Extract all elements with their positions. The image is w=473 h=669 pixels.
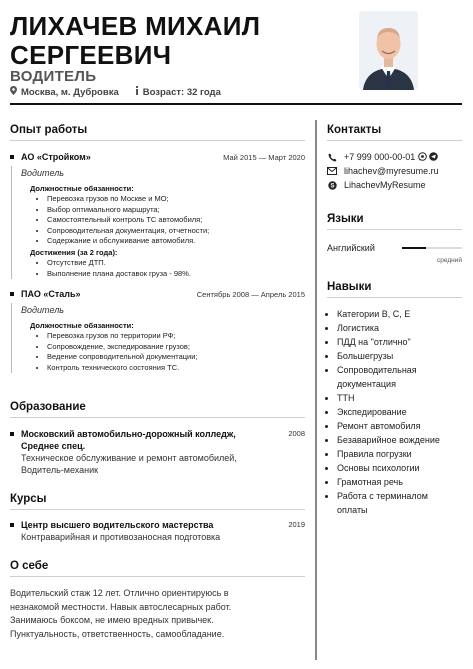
email-icon bbox=[327, 167, 337, 175]
age-text: Возраст: 32 года bbox=[142, 86, 221, 98]
skill-item: • Основы психологии bbox=[337, 461, 462, 475]
whatsapp-icon[interactable] bbox=[418, 152, 427, 163]
duty-item: • Самостоятельный контроль ТС автомобиля; bbox=[47, 215, 305, 226]
duties-label: Должностные обязанности: bbox=[30, 321, 134, 330]
skill-item: документация bbox=[337, 379, 396, 389]
achievement-item: • Выполнение плана доставок груза - 98%. bbox=[47, 269, 305, 280]
course-name: Центр высшего водительского мастерства bbox=[21, 520, 214, 530]
company-name: АО «Стройком» bbox=[10, 152, 91, 162]
course-bullet bbox=[10, 523, 14, 527]
column-divider bbox=[315, 120, 317, 660]
header-divider bbox=[10, 103, 462, 105]
course-year: 2019 bbox=[288, 520, 305, 529]
skill-item: оплаты bbox=[337, 505, 368, 515]
skill-item: • ТТН bbox=[337, 391, 462, 405]
location-pin-icon bbox=[10, 86, 17, 98]
achievements-list bbox=[21, 258, 305, 279]
personal-meta bbox=[10, 86, 221, 98]
duty-item: • Выбор оптимального маршрута; bbox=[47, 205, 305, 216]
course-description: Контраварийная и противозаносная подготовка bbox=[21, 532, 221, 542]
duties-list bbox=[21, 194, 305, 247]
language-item bbox=[327, 243, 462, 264]
about-line: Водительский стаж 12 лет. Отлично ориентируюсь в bbox=[10, 588, 229, 598]
name-line-1: ЛИХАЧЕВ МИХАИЛ bbox=[10, 11, 261, 41]
skills-title: Навыки bbox=[327, 281, 372, 293]
phone-icon bbox=[327, 153, 337, 162]
experience-item bbox=[10, 152, 305, 280]
education-rule bbox=[10, 417, 305, 418]
language-name: Английский bbox=[327, 243, 375, 253]
graduation-year: 2008 bbox=[288, 429, 305, 438]
phone-number: +7 999 000-00-01 bbox=[344, 152, 416, 162]
skills-rule bbox=[327, 297, 462, 298]
achievement-item: • Отсутствие ДТП. bbox=[47, 258, 305, 269]
skill-item: • Ремонт автомобиля bbox=[337, 419, 462, 433]
courses-title: Курсы bbox=[10, 493, 47, 505]
skill-item: • Большегрузы bbox=[337, 349, 462, 363]
info-icon bbox=[135, 86, 139, 98]
skill-item: • Сопроводительная bbox=[337, 363, 462, 377]
name-line-2: СЕРГЕЕВИЧ bbox=[10, 40, 172, 70]
about-line: незнакомой местности. Навык автослесарных работ. bbox=[10, 601, 232, 612]
education-bullet bbox=[10, 432, 14, 436]
about-text bbox=[10, 587, 305, 641]
svg-text:S: S bbox=[329, 183, 335, 190]
program-name: Техническое обслуживание и ремонт автомобилей, bbox=[21, 453, 237, 463]
skill-item: • Работа с терминалом bbox=[337, 489, 462, 503]
duty-item: • Сопроводительная документация, отчетности; bbox=[47, 226, 305, 237]
experience-item bbox=[10, 289, 305, 374]
duty-item: • Контроль технического состояния ТС. bbox=[47, 363, 305, 374]
skills-list bbox=[327, 307, 462, 517]
language-level-bar bbox=[402, 247, 462, 249]
about-title: О себе bbox=[10, 560, 49, 572]
education-title: Образование bbox=[10, 401, 86, 413]
contact-phone[interactable] bbox=[327, 150, 462, 164]
about-rule bbox=[10, 576, 305, 577]
position-title: Водитель bbox=[21, 305, 65, 315]
telegram-icon[interactable] bbox=[429, 152, 438, 163]
duty-item: • Содержание и обслуживание автомобиля. bbox=[47, 236, 305, 247]
languages-rule bbox=[327, 229, 462, 230]
qualification: Водитель-механик bbox=[21, 465, 99, 475]
position-title: Водитель bbox=[21, 168, 65, 178]
contact-email[interactable] bbox=[327, 164, 462, 178]
contacts-list bbox=[327, 150, 462, 192]
school-name: Московский автомобильно-дорожный колледж, bbox=[21, 429, 236, 439]
profile-photo bbox=[359, 11, 418, 90]
skill-item: • Безаварийное вождение bbox=[337, 433, 462, 447]
achievements-label: Достижения (за 2 года): bbox=[30, 247, 118, 257]
skill-item: • ПДД на "отлично" bbox=[337, 335, 462, 349]
contact-skype[interactable] bbox=[327, 178, 462, 192]
experience-rule bbox=[10, 140, 305, 141]
contacts-rule bbox=[327, 140, 462, 141]
degree-level: Среднее спец. bbox=[21, 441, 86, 451]
experience-title: Опыт работы bbox=[10, 124, 88, 136]
duty-item: • Перевозка грузов по территории РФ; bbox=[47, 331, 305, 342]
skill-item: • Грамотная речь bbox=[337, 475, 462, 489]
contacts-title: Контакты bbox=[327, 124, 382, 136]
skype-icon bbox=[327, 181, 337, 190]
skill-item: • Логистика bbox=[337, 321, 462, 335]
course-item bbox=[10, 519, 305, 543]
language-level-fill bbox=[402, 247, 426, 249]
duty-item: • Перевозка грузов по Москве и МО; bbox=[47, 194, 305, 205]
skills-section bbox=[327, 307, 462, 517]
employment-dates: Май 2015 — Март 2020 bbox=[223, 153, 305, 162]
location-text: Москва, м. Дубровка bbox=[21, 86, 119, 98]
job-title: ВОДИТЕЛЬ bbox=[10, 68, 97, 85]
languages-title: Языки bbox=[327, 213, 364, 225]
education-item bbox=[10, 428, 305, 476]
duty-item: • Сопровождение, экспедирование грузов; bbox=[47, 342, 305, 353]
duties-list bbox=[21, 331, 305, 373]
company-name: ПАО «Сталь» bbox=[10, 289, 81, 299]
duties-label: Должностные обязанности: bbox=[30, 184, 134, 193]
employment-dates: Сентябрь 2008 — Апрель 2015 bbox=[196, 290, 305, 299]
skill-item: • Категории B, C, E bbox=[337, 307, 462, 321]
email-address: lihachev@myresume.ru bbox=[344, 166, 439, 176]
duty-item: • Ведение сопроводительной документации; bbox=[47, 352, 305, 363]
skill-item: • Экспедирование bbox=[337, 405, 462, 419]
courses-rule bbox=[10, 509, 305, 510]
about-line: Занимаюсь боксом, не имею вредных привычек. bbox=[10, 615, 214, 625]
full-name bbox=[10, 12, 340, 70]
language-level-label: средний bbox=[437, 257, 462, 264]
skill-item: • Правила погрузки bbox=[337, 447, 462, 461]
skype-handle: LihachevMyResume bbox=[344, 180, 426, 190]
about-line: Пунктуальность, ответственность, самообладание. bbox=[10, 628, 225, 639]
